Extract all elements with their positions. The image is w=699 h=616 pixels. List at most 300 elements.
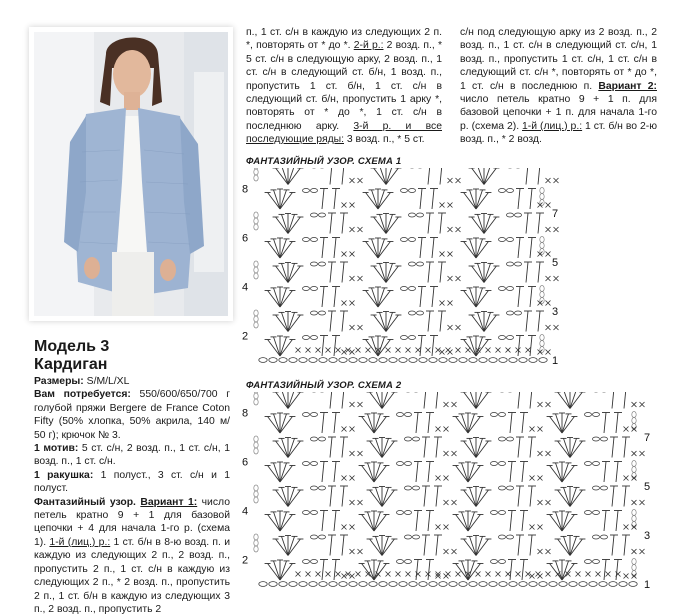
chain-stitch-symbol [507, 311, 514, 315]
stitch-symbol [468, 465, 480, 482]
chain-stitch-symbol [499, 287, 506, 291]
stitch-symbol [273, 239, 280, 258]
sc-symbol [452, 549, 457, 554]
row-number-right: 3 [644, 530, 651, 542]
stitch-symbol [518, 336, 520, 357]
sc-symbol [640, 549, 645, 554]
stitch-symbol [530, 535, 532, 556]
stitch-symbol [468, 514, 480, 531]
stitch-symbol [558, 490, 570, 507]
sc-symbol [350, 525, 355, 530]
stitch-symbol [476, 190, 483, 209]
stitch-symbol [530, 486, 532, 507]
sc-symbol [350, 325, 355, 330]
stitch-symbol [386, 168, 393, 185]
chain-stitch-symbol [519, 358, 527, 363]
stitch-symbol [555, 463, 562, 482]
text-run: 2-й р.: [353, 40, 384, 52]
sc-symbol [448, 325, 453, 330]
sc-symbol [350, 203, 355, 208]
stitch-symbol [268, 514, 280, 531]
sc-symbol [446, 572, 451, 577]
chain-stitch-symbol [401, 238, 408, 242]
chain-stitch-symbol [499, 238, 506, 242]
stitch-symbol [526, 213, 528, 234]
sc-symbol [350, 227, 355, 232]
stitch-symbol [386, 315, 398, 332]
chain-stitch-symbol [632, 559, 636, 565]
stitch-symbol [562, 465, 574, 482]
stitch-symbol [322, 238, 324, 259]
stitch-symbol [276, 441, 288, 458]
sc-symbol [546, 276, 551, 281]
stitch-symbol [273, 463, 280, 482]
chain-stitch-symbol [499, 486, 506, 490]
chain-stitch-symbol [319, 486, 326, 490]
stitch-symbol [604, 560, 606, 581]
chain-stitch-symbol [311, 189, 318, 193]
stitch-symbol [342, 168, 344, 185]
stitch-symbol [476, 539, 488, 556]
sc-symbol [316, 572, 321, 577]
stitch-symbol [375, 487, 382, 506]
chain-stitch-symbol [254, 491, 258, 497]
chain-stitch-symbol [569, 582, 577, 587]
chain-stitch-symbol [309, 358, 317, 363]
stitch-symbol [382, 392, 389, 409]
chain-stitch-symbol [529, 358, 537, 363]
stitch-symbol [322, 413, 324, 434]
text-run: 1 полуст., 3 ст. с/н и 1 полуст. [34, 469, 230, 495]
sc-symbol [456, 227, 461, 232]
sc-symbol [640, 402, 645, 407]
chain-stitch-symbol [499, 511, 506, 515]
text-run: Вариант 1: [140, 496, 198, 508]
stitch-symbol [362, 465, 374, 482]
chain-stitch-symbol [311, 486, 318, 490]
sc-symbol [358, 325, 363, 330]
chain-stitch-symbol [319, 437, 326, 441]
chain-stitch-symbol [409, 189, 416, 193]
stitch-symbol [476, 339, 488, 356]
stitch-symbol [375, 392, 382, 409]
chain-stitch-symbol [449, 358, 457, 363]
chain-stitch-symbol [593, 535, 600, 539]
sc-symbol [486, 572, 491, 577]
text-run: Размеры: [34, 376, 84, 387]
chain-stitch-symbol [254, 261, 258, 267]
chain-stitch-symbol [439, 358, 447, 363]
stitch-symbol [464, 192, 476, 209]
stitch-symbol [538, 311, 540, 332]
stitch-symbol [281, 392, 288, 409]
sc-symbol [358, 549, 363, 554]
sc-symbol [316, 348, 321, 353]
text-column-1 [34, 375, 230, 616]
chain-stitch-symbol [389, 582, 397, 587]
chain-stitch-symbol [299, 582, 307, 587]
chain-stitch-symbol [339, 358, 347, 363]
chain-stitch-symbol [499, 189, 506, 193]
stitch-symbol [476, 490, 488, 507]
chain-stitch-symbol [329, 582, 337, 587]
stitch-symbol [436, 486, 438, 507]
stitch-symbol [370, 441, 382, 458]
stitch-symbol [476, 392, 483, 409]
stitch-symbol [526, 262, 528, 283]
chain-stitch-symbol [507, 189, 514, 193]
sc-symbol [350, 427, 355, 432]
sc-symbol [456, 178, 461, 183]
stitch-symbol [468, 512, 475, 531]
stitch-symbol [367, 512, 374, 531]
chain-stitch-symbol [254, 310, 258, 316]
stitch-symbol [526, 168, 528, 185]
stitch-symbol [484, 263, 491, 282]
sc-symbol [342, 476, 347, 481]
chain-stitch-symbol [585, 462, 592, 466]
chain-stitch-symbol [254, 497, 258, 503]
stitch-symbol [562, 414, 569, 433]
stitch-symbol [464, 392, 476, 409]
chain-stitch-symbol [409, 358, 417, 363]
chain-stitch-symbol [409, 582, 417, 587]
stitch-symbol [558, 392, 570, 409]
stitch-symbol [476, 337, 483, 356]
model-photo [34, 32, 228, 316]
stitch-symbol [476, 441, 488, 458]
chain-stitch-symbol [507, 213, 514, 217]
stitch-symbol [330, 213, 332, 234]
stitch-symbol [280, 239, 287, 258]
stitch-symbol [522, 560, 524, 581]
chain-stitch-symbol [589, 582, 597, 587]
sc-symbol [516, 572, 521, 577]
chain-stitch-symbol [417, 262, 424, 266]
chain-stitch-symbol [469, 358, 477, 363]
stitch-symbol [370, 539, 382, 556]
sc-symbol [596, 572, 601, 577]
sc-symbol [326, 572, 331, 577]
chain-stitch-symbol [319, 582, 327, 587]
chain-stitch-symbol [579, 582, 587, 587]
chain-stitch-symbol [599, 582, 607, 587]
stitch-symbol [616, 462, 618, 483]
stitch-symbol [280, 241, 292, 258]
sc-symbol [538, 476, 543, 481]
sc-symbol [444, 451, 449, 456]
chain-stitch-symbol [593, 511, 600, 515]
chain-stitch-symbol [379, 358, 387, 363]
stitch-symbol [374, 217, 386, 234]
text-run: 1-й (лиц.) р.: [49, 536, 111, 548]
stitch-symbol [276, 392, 288, 409]
chain-stitch-symbol [303, 511, 310, 515]
stitch-symbol [518, 189, 520, 210]
sc-symbol [546, 203, 551, 208]
chain-stitch-symbol [507, 336, 514, 340]
stitch-symbol [469, 392, 476, 409]
stitch-symbol [563, 536, 570, 555]
sc-symbol [554, 178, 559, 183]
text-run: 1 мотив: [34, 443, 79, 455]
chain-stitch-symbol [399, 582, 407, 587]
chain-stitch-symbol [401, 287, 408, 291]
stitch-symbol [526, 311, 528, 332]
stitch-symbol [469, 536, 476, 555]
chain-stitch-symbol [254, 436, 258, 442]
stitch-symbol [281, 263, 288, 282]
sc-symbol [546, 572, 551, 577]
chain-stitch-symbol [409, 287, 416, 291]
chain-stitch-symbol [499, 535, 506, 539]
stitch-symbol [570, 536, 577, 555]
stitch-symbol [268, 339, 280, 356]
stitch-symbol [330, 392, 332, 409]
chain-stitch-symbol [254, 175, 258, 181]
sc-symbol [624, 427, 629, 432]
stitch-symbol [461, 561, 468, 580]
stitch-symbol [484, 217, 496, 234]
paragraph [34, 469, 230, 496]
stitch-symbol [386, 312, 393, 331]
stitch-symbol [530, 189, 532, 210]
sc-symbol [448, 276, 453, 281]
row-number-left: 6 [242, 456, 249, 469]
stitch-symbol [386, 217, 398, 234]
stitch-symbol [570, 539, 582, 556]
stitch-symbol [440, 262, 442, 283]
chain-stitch-symbol [491, 511, 498, 515]
stitch-symbol [570, 487, 577, 506]
sc-symbol [476, 572, 481, 577]
chain-stitch-symbol [515, 213, 522, 217]
text-run: 1-й (лиц.) р.: [522, 120, 583, 132]
stitch-symbol [322, 336, 324, 357]
chain-stitch-symbol [254, 316, 258, 322]
chain-stitch-symbol [405, 462, 412, 466]
sc-symbol [350, 549, 355, 554]
stitch-symbol [330, 486, 332, 507]
stitch-symbol [342, 311, 344, 332]
stitch-symbol [468, 561, 475, 580]
stitch-symbol [522, 462, 524, 483]
sc-symbol [444, 500, 449, 505]
stitch-symbol [518, 486, 520, 507]
row-number-right: 5 [644, 481, 651, 493]
sc-symbol [342, 301, 347, 306]
chain-stitch-symbol [409, 213, 416, 217]
stitch-symbol [420, 287, 422, 308]
text-column-2 [246, 26, 442, 147]
chain-stitch-symbol [491, 560, 498, 564]
text-run: с/н под следующую арку из 2 возд. п., 2 возд. п., 1 ст. с/н в следующий ст. с/н, 1 возд. п., пропустить 1 ст. с/н, 1 ст. с/н в следующий ст. с/н *, повторять от * до *, 1 ст. с/н в последнюю п. [460, 27, 657, 92]
stitch-symbol [371, 239, 378, 258]
stitch-symbol [428, 168, 430, 185]
stitch-symbol [378, 190, 385, 209]
stitch-symbol [518, 535, 520, 556]
sc-symbol [350, 476, 355, 481]
sc-symbol [640, 451, 645, 456]
stitch-symbol [268, 290, 280, 307]
chain-stitch-symbol [254, 448, 258, 454]
sc-symbol [546, 178, 551, 183]
sc-symbol [554, 276, 559, 281]
stitch-symbol [624, 535, 626, 556]
sc-symbol [366, 348, 371, 353]
stitch-symbol [612, 392, 614, 409]
stitch-symbol [469, 190, 476, 209]
stitch-symbol [288, 392, 295, 409]
sc-symbol [350, 402, 355, 407]
sc-symbol [554, 325, 559, 330]
stitch-symbol [464, 441, 476, 458]
stitch-symbol [322, 287, 324, 308]
chain-stitch-symbol [397, 462, 404, 466]
sc-symbol [530, 525, 535, 530]
sc-symbol [350, 451, 355, 456]
stitch-symbol [288, 392, 300, 409]
chain-stitch-symbol [254, 485, 258, 491]
row-number-right: 1 [552, 355, 559, 367]
stitch-symbol [472, 168, 484, 185]
stitch-symbol [555, 512, 562, 531]
chain-stitch-symbol [479, 358, 487, 363]
chain-stitch-symbol [540, 286, 544, 292]
chain-stitch-symbol [489, 582, 497, 587]
sc-symbol [358, 178, 363, 183]
sc-symbol [358, 402, 363, 407]
stitch-symbol [518, 392, 520, 409]
stitch-symbol [436, 392, 438, 409]
sc-symbol [326, 348, 331, 353]
stitch-symbol [288, 487, 295, 506]
stitch-symbol [484, 266, 496, 283]
sc-symbol [496, 348, 501, 353]
sc-symbol [444, 427, 449, 432]
sc-symbol [640, 500, 645, 505]
chain-stitch-symbol [409, 311, 416, 315]
stitch-symbol [366, 192, 378, 209]
stitch-symbol [476, 487, 483, 506]
stitch-symbol [464, 490, 476, 507]
stitch-symbol [484, 315, 496, 332]
stitch-symbol [362, 563, 374, 580]
chain-stitch-symbol [309, 582, 317, 587]
chain-stitch-symbol [593, 486, 600, 490]
stitch-symbol [334, 336, 336, 357]
sc-symbol [586, 572, 591, 577]
chain-stitch-symbol [469, 582, 477, 587]
stitch-symbol [518, 238, 520, 259]
sc-symbol [632, 549, 637, 554]
stitch-symbol [558, 539, 570, 556]
chain-stitch-symbol [629, 582, 637, 587]
stitch-symbol [464, 290, 476, 307]
stitch-symbol [604, 413, 606, 434]
sc-symbol [342, 252, 347, 257]
chain-stitch-symbol [507, 486, 514, 490]
chain-stitch-symbol [379, 582, 387, 587]
stitch-symbol [570, 490, 582, 507]
stitch-symbol [562, 514, 574, 531]
sc-symbol [436, 525, 441, 530]
stitch-symbol [420, 336, 422, 357]
stitch-symbol [382, 441, 394, 458]
stitch-symbol [456, 465, 468, 482]
chain-stitch-symbol [405, 437, 412, 441]
chain-stitch-symbol [593, 560, 600, 564]
sc-symbol [306, 348, 311, 353]
row-number-right: 7 [552, 208, 559, 220]
stitch-symbol [288, 312, 295, 331]
sc-symbol [538, 549, 543, 554]
chain-stitch-symbol [254, 273, 258, 279]
stitch-symbol [367, 463, 374, 482]
stitch-symbol [530, 392, 532, 409]
chain-stitch-symbol [254, 322, 258, 328]
stitch-symbol [428, 462, 430, 483]
text-run: 1 ст. б/н во 2-ю возд. п., * 2 возд. [460, 120, 657, 146]
sc-symbol [336, 348, 341, 353]
chain-stitch-symbol [459, 358, 467, 363]
stitch-symbol [366, 290, 378, 307]
stitch-symbol [378, 239, 385, 258]
stitch-symbol [469, 337, 476, 356]
sc-symbol [538, 451, 543, 456]
stitch-symbol [420, 238, 422, 259]
chain-stitch-symbol [401, 189, 408, 193]
stitch-symbol [280, 514, 292, 531]
chain-stitch-symbol [632, 412, 636, 418]
sc-symbol [440, 301, 445, 306]
stitch-symbol [273, 414, 280, 433]
stitch-symbol [420, 189, 422, 210]
sc-symbol [444, 525, 449, 530]
chain-stitch-symbol [413, 437, 420, 441]
row-number-left: 4 [242, 281, 249, 294]
stitch-symbol [570, 438, 577, 457]
text-run: 1 ракушка: [34, 469, 94, 481]
stitch-symbol [334, 189, 336, 210]
chain-stitch-symbol [311, 511, 318, 515]
stitch-symbol [342, 486, 344, 507]
row-number-right: 5 [552, 257, 559, 269]
stitch-symbol [428, 213, 430, 234]
text-run: S/M/L/XL [83, 376, 130, 387]
stitch-symbol [477, 214, 484, 233]
stitch-symbol [374, 414, 381, 433]
chain-stitch-symbol [397, 413, 404, 417]
stitch-symbol [273, 512, 280, 531]
chain-stitch-symbol [413, 486, 420, 490]
stitch-symbol [440, 168, 442, 185]
stitch-symbol [616, 413, 618, 434]
sc-symbol [406, 348, 411, 353]
stitch-symbol [342, 535, 344, 556]
chain-stitch-symbol [311, 437, 318, 441]
stitch-symbol [468, 416, 480, 433]
chain-stitch-symbol [540, 292, 544, 298]
text-run: число петель кратно 9 + 1 для базовой цепочки + 4 для начала 1-го р. (схема 1). [34, 496, 230, 548]
stitch-symbol [280, 465, 292, 482]
chain-stitch-symbol [254, 212, 258, 218]
chain-stitch-symbol [585, 511, 592, 515]
chain-stitch-symbol [303, 287, 310, 291]
sc-symbol [546, 301, 551, 306]
stitch-symbol [472, 266, 484, 283]
stitch-symbol [624, 486, 626, 507]
